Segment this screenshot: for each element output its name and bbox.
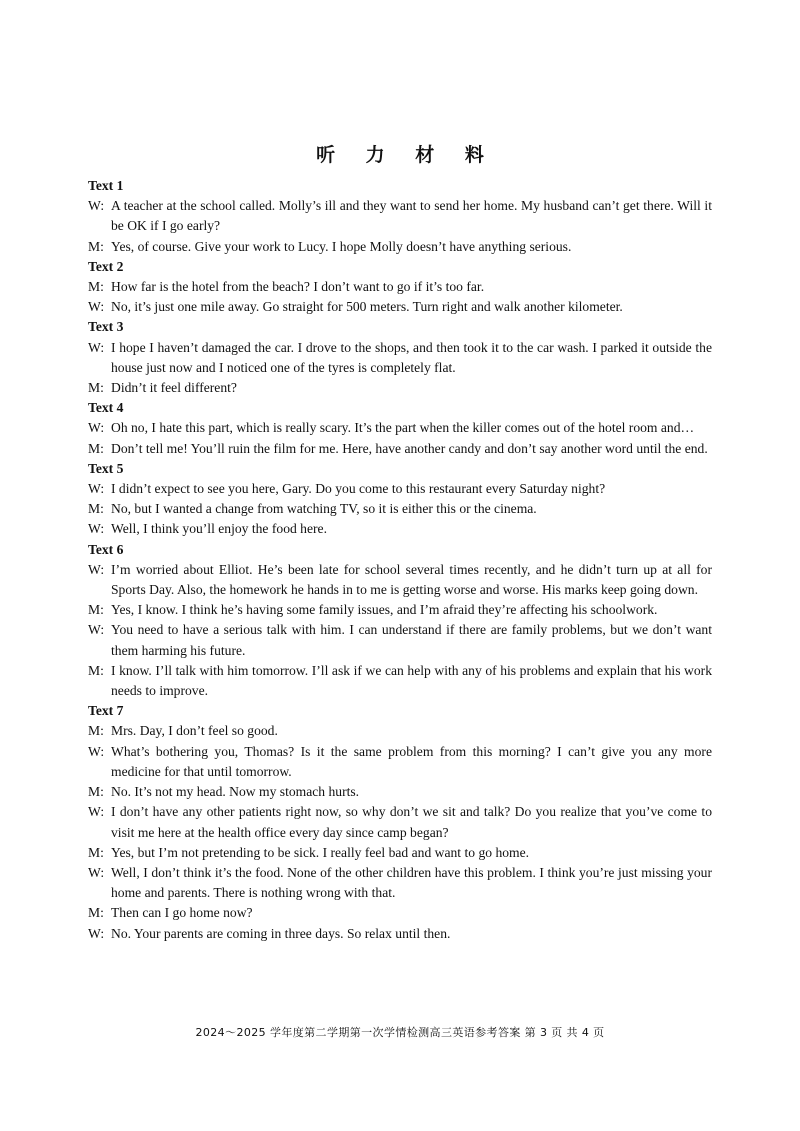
dialogue-text: Then can I go home now? <box>111 905 253 921</box>
section-heading: Text 7 <box>88 703 124 719</box>
dialogue-line <box>88 782 712 802</box>
dialogue-text: Yes, I know. I think he’s having some family issues, and I’m afraid they’re affecting his schoolwork. <box>111 602 658 618</box>
dialogue-text: A teacher at the school called. Molly’s ill and they want to send her home. My husband can’t get there. Will it be OK if I go early? <box>111 198 712 234</box>
dialogue-text: Don’t tell me! You’ll ruin the film for me. Here, have another candy and don’t say another word until the end. <box>111 440 708 456</box>
speaker-label: W: <box>88 864 105 880</box>
speaker-label: W: <box>88 420 105 436</box>
speaker-label: M: <box>88 279 104 295</box>
dialogue-text: I don’t have any other patients right now, so why don’t we sit and talk? Do you realize that you’ve come to visit me here at the health office every day since camp began? <box>111 804 712 840</box>
section-text-3 <box>88 317 712 398</box>
dialogue-text: How far is the hotel from the beach? I don’t want to go if it’s too far. <box>111 279 485 295</box>
dialogue-line <box>88 196 712 236</box>
dialogue-text: No. It’s not my head. Now my stomach hurts. <box>111 784 360 800</box>
dialogue-line <box>88 620 712 660</box>
section-heading: Text 3 <box>88 319 124 335</box>
speaker-label: W: <box>88 481 105 497</box>
speaker-label: M: <box>88 905 104 921</box>
dialogue-text: What’s bothering you, Thomas? Is it the same problem from this morning? I can’t give you any more medicine for that until tomorrow. <box>111 743 712 779</box>
dialogue-text: I hope I haven’t damaged the car. I drove to the shops, and then took it to the car wash. I parked it outside the house just now and I noticed one of the tyres is completely flat. <box>111 339 712 375</box>
section-text-1 <box>88 176 712 257</box>
dialogue-line <box>88 499 712 519</box>
dialogue-line <box>88 924 712 944</box>
section-heading: Text 2 <box>88 258 124 274</box>
section-heading: Text 5 <box>88 460 124 476</box>
dialogue-text: You need to have a serious talk with him. I can understand if there are family problems, but we don’t want them harming his future. <box>111 622 712 658</box>
dialogue-text: Oh no, I hate this part, which is really scary. It’s the part when the killer comes out of the hotel room and… <box>111 420 695 436</box>
dialogue-line <box>88 479 712 499</box>
transcript-body <box>88 176 712 944</box>
speaker-label: W: <box>88 743 105 759</box>
dialogue-line <box>88 418 712 438</box>
dialogue-text: I’m worried about Elliot. He’s been late for school several times recently, and he didn’t turn up at all for Sports Day. Also, the homework he hands in to me is getting worse and worse. His marks keep going down. <box>111 561 712 598</box>
dialogue-line <box>88 560 712 600</box>
speaker-label: M: <box>88 440 104 456</box>
section-text-6 <box>88 540 712 702</box>
dialogue-line <box>88 439 712 459</box>
speaker-label: M: <box>88 662 104 678</box>
dialogue-line <box>88 802 712 842</box>
speaker-label: W: <box>88 925 105 941</box>
dialogue-line <box>88 721 712 741</box>
dialogue-line <box>88 903 712 923</box>
dialogue-line <box>88 237 712 257</box>
speaker-label: W: <box>88 198 105 214</box>
section-text-4 <box>88 398 712 459</box>
dialogue-text: No. Your parents are coming in three days. So relax until then. <box>111 925 451 941</box>
dialogue-line <box>88 742 712 782</box>
dialogue-line <box>88 378 712 398</box>
speaker-label: W: <box>88 339 105 355</box>
dialogue-text: Didn’t it feel different? <box>111 380 237 396</box>
speaker-label: M: <box>88 380 104 396</box>
speaker-label: W: <box>88 299 105 315</box>
speaker-label: W: <box>88 804 105 820</box>
speaker-label: M: <box>88 602 104 618</box>
section-heading: Text 1 <box>88 178 124 193</box>
speaker-label: W: <box>88 622 105 638</box>
page-title: 听 力 材 料 <box>316 144 496 166</box>
dialogue-text: No, it’s just one mile away. Go straight for 500 meters. Turn right and walk another kilometer. <box>111 299 623 315</box>
speaker-label: M: <box>88 844 104 860</box>
dialogue-text: I know. I’ll talk with him tomorrow. I’ll ask if we can help with any of his problems and explain that his work needs to improve. <box>111 662 712 699</box>
speaker-label: M: <box>88 784 104 800</box>
dialogue-text: Yes, of course. Give your work to Lucy. I hope Molly doesn’t have anything serious. <box>111 238 572 254</box>
section-text-5 <box>88 459 712 540</box>
dialogue-text: Well, I don’t think it’s the food. None of the other children have this problem. I think you’re just missing your home and parents. There is nothing wrong with that. <box>111 864 712 901</box>
dialogue-line <box>88 661 712 701</box>
dialogue-line <box>88 600 712 620</box>
dialogue-line <box>88 338 712 378</box>
dialogue-text: I didn’t expect to see you here, Gary. Do you come to this restaurant every Saturday night? <box>111 481 606 497</box>
dialogue-line <box>88 843 712 863</box>
dialogue-text: No, but I wanted a change from watching TV, so it is either this or the cinema. <box>111 501 537 517</box>
speaker-label: W: <box>88 561 105 577</box>
dialogue-line <box>88 277 712 297</box>
dialogue-text: Mrs. Day, I don’t feel so good. <box>111 723 278 739</box>
speaker-label: W: <box>88 521 105 537</box>
section-text-7 <box>88 701 712 943</box>
section-heading: Text 4 <box>88 400 124 416</box>
dialogue-line <box>88 863 712 903</box>
section-heading: Text 6 <box>88 541 124 557</box>
speaker-label: M: <box>88 501 104 517</box>
speaker-label: M: <box>88 238 104 254</box>
dialogue-line <box>88 297 712 317</box>
dialogue-text: Well, I think you’ll enjoy the food here. <box>111 521 327 537</box>
speaker-label: M: <box>88 723 104 739</box>
dialogue-text: Yes, but I’m not pretending to be sick. I really feel bad and want to go home. <box>111 844 530 860</box>
section-text-2 <box>88 257 712 318</box>
dialogue-line <box>88 519 712 539</box>
page-footer: 2024～2025 学年度第二学期第一次学情检测高三英语参考答案 第 3 页 共 4 页 <box>195 1026 605 1039</box>
